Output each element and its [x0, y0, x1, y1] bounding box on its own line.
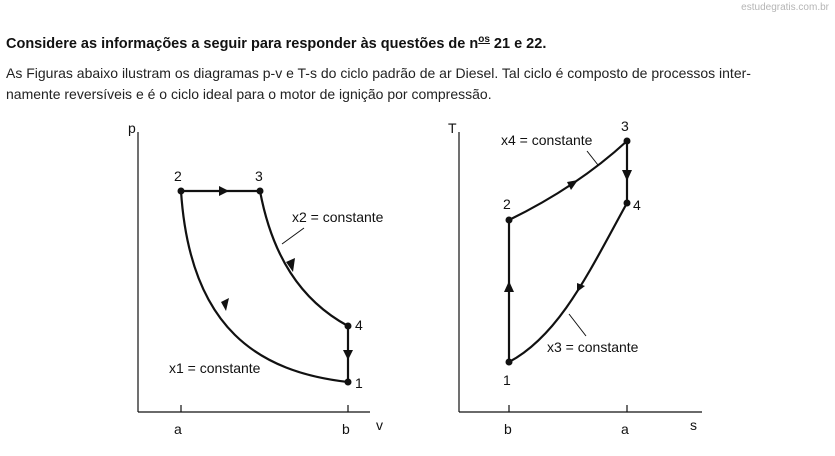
ts-arrow-1-2 — [504, 281, 514, 292]
pv-arrow-2-3 — [219, 186, 229, 196]
pv-point-2-label: 2 — [174, 168, 182, 184]
pv-annotation-x2: x2 = constante — [292, 209, 384, 225]
ts-leader-x3 — [569, 314, 586, 336]
pv-point-4-marker — [345, 323, 352, 330]
ts-point-4-label: 4 — [633, 197, 641, 213]
ts-annotation-x4: x4 = constante — [501, 132, 593, 148]
pv-leader-x2 — [282, 228, 304, 244]
ts-leader-x4 — [587, 151, 598, 165]
pv-tick-label-b: b — [342, 421, 350, 437]
ts-arrow-3-4 — [622, 170, 632, 181]
pv-point-4-label: 4 — [355, 317, 363, 333]
pv-point-3-marker — [257, 188, 264, 195]
pv-arrow-1-2 — [221, 298, 229, 311]
pv-point-2-marker — [178, 188, 185, 195]
pv-arrow-4-1 — [343, 350, 353, 360]
watermark: estudegratis.com.br — [741, 2, 829, 13]
pv-annotation-x1: x1 = constante — [169, 360, 261, 376]
paragraph-line-1: As Figuras abaixo ilustram os diagramas p-v e T-s do ciclo padrão de ar Diesel. Tal ciclo é composto de processos inter- — [6, 65, 751, 81]
pv-point-1-marker — [345, 379, 352, 386]
ts-point-3-marker — [624, 138, 631, 145]
pv-point-1-label: 1 — [355, 375, 363, 391]
ts-y-label: T — [448, 120, 457, 136]
ts-point-4-marker — [624, 200, 631, 207]
ts-point-1-marker — [506, 359, 513, 366]
paragraph-line-2: namente reversíveis e é o ciclo ideal para o motor de ignição por compressão. — [6, 86, 492, 102]
ts-point-1-label: 1 — [503, 372, 511, 388]
ts-arrow-2-3 — [567, 180, 578, 190]
ts-point-2-marker — [506, 217, 513, 224]
ts-annotation-x3: x3 = constante — [547, 339, 639, 355]
ts-point-3-label: 3 — [621, 118, 629, 134]
pv-point-3-label: 3 — [255, 168, 263, 184]
pv-x-label: v — [376, 417, 383, 433]
pv-y-label: p — [128, 120, 136, 136]
ts-point-2-label: 2 — [503, 196, 511, 212]
ts-x-label: s — [690, 417, 697, 433]
heading-suffix: 21 e 22. — [489, 36, 547, 52]
pv-arrow-3-4 — [286, 258, 295, 272]
heading-prefix: Considere as informações a seguir para responder às questões de n — [6, 36, 479, 52]
heading-superscript: os — [478, 34, 490, 45]
ts-tick-label-a: a — [621, 421, 629, 437]
pv-tick-label-a: a — [174, 421, 182, 437]
ts-tick-label-b: b — [504, 421, 512, 437]
ts-process-2-3 — [509, 141, 627, 220]
